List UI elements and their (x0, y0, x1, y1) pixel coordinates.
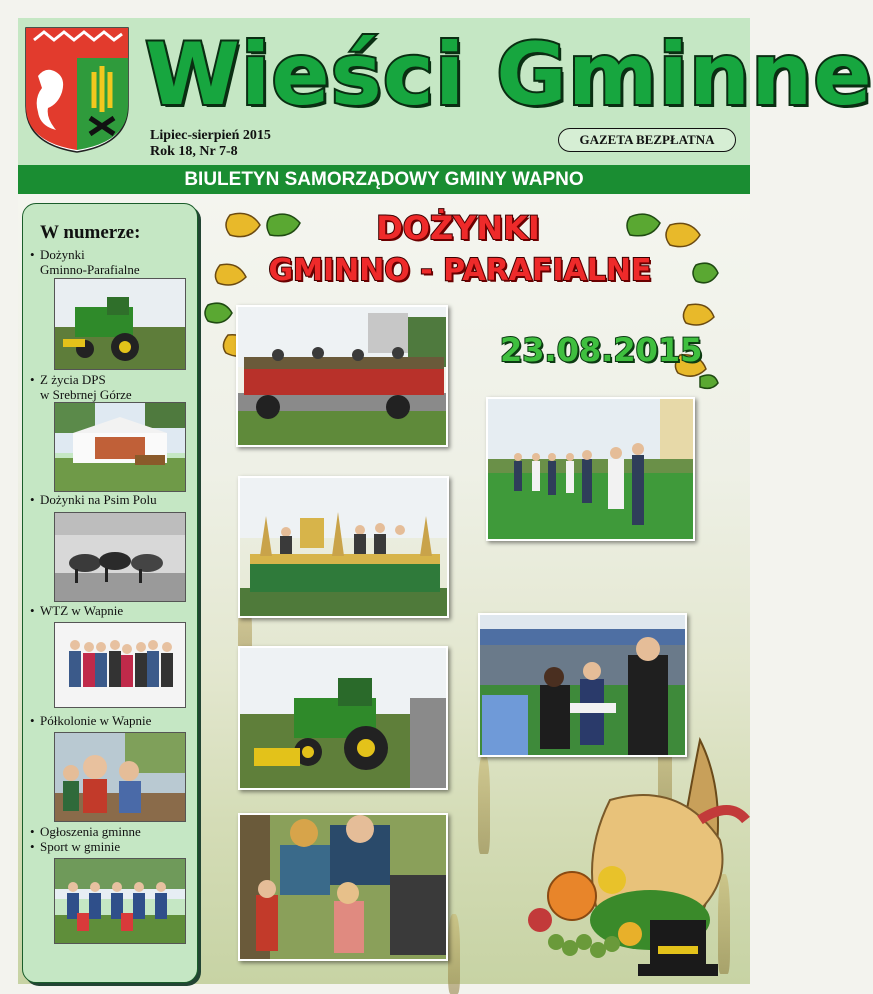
photo-procession (486, 397, 695, 541)
wheat-decoration (478, 754, 490, 854)
event-title-line1: DOŻYNKI (376, 209, 540, 247)
toc-thumbnail (54, 858, 186, 944)
issue-date: Lipiec-sierpień 2015 (150, 128, 271, 143)
wheat-decoration (448, 914, 460, 994)
toc-item[interactable]: • Sport w gminie (30, 839, 121, 854)
coat-of-arms-icon (24, 26, 130, 154)
photo-harvest-wagon (238, 476, 449, 618)
newsletter-title: Wieści Gminne (145, 25, 873, 125)
team-photo (55, 859, 185, 943)
kids-photo (55, 733, 185, 821)
photo-tractor (238, 646, 448, 790)
tent-photo (55, 403, 185, 491)
event-title-line2: GMINNO - PARAFIALNE (268, 253, 652, 288)
photo-trailer-parade (236, 305, 448, 447)
toc-item[interactable]: • WTZ w Wapnie (30, 603, 124, 618)
toc-thumbnail (54, 732, 186, 822)
issue-number: Rok 18, Nr 7-8 (150, 144, 238, 159)
banner: BIULETYN SAMORZĄDOWY GMINY WAPNO (18, 165, 750, 194)
toc-thumbnail (54, 278, 186, 370)
toc-item[interactable]: • Dożynki Gminno-Parafialne (30, 247, 140, 277)
toc-item[interactable]: • Z życia DPS w Srebrnej Górze (30, 372, 132, 402)
tractor-photo (55, 279, 185, 369)
event-date: 23.08.2015 (500, 331, 703, 369)
issue-info (150, 128, 271, 160)
free-badge: GAZETA BEZPŁATNA (558, 128, 736, 152)
horses-photo (55, 513, 185, 601)
toc-item[interactable]: • Ogłoszenia gminne (30, 824, 141, 839)
photo-scarecrow-kids (238, 813, 448, 961)
toc-thumbnail (54, 402, 186, 492)
cornucopia-decoration (500, 720, 748, 982)
toc-item[interactable]: • Dożynki na Psim Polu (30, 492, 157, 507)
toc-thumbnail (54, 512, 186, 602)
toc-item[interactable]: • Półkolonie w Wapnie (30, 713, 152, 728)
toc-thumbnail (54, 622, 186, 708)
toc-heading: W numerze: (40, 222, 141, 243)
group-photo (55, 623, 185, 707)
